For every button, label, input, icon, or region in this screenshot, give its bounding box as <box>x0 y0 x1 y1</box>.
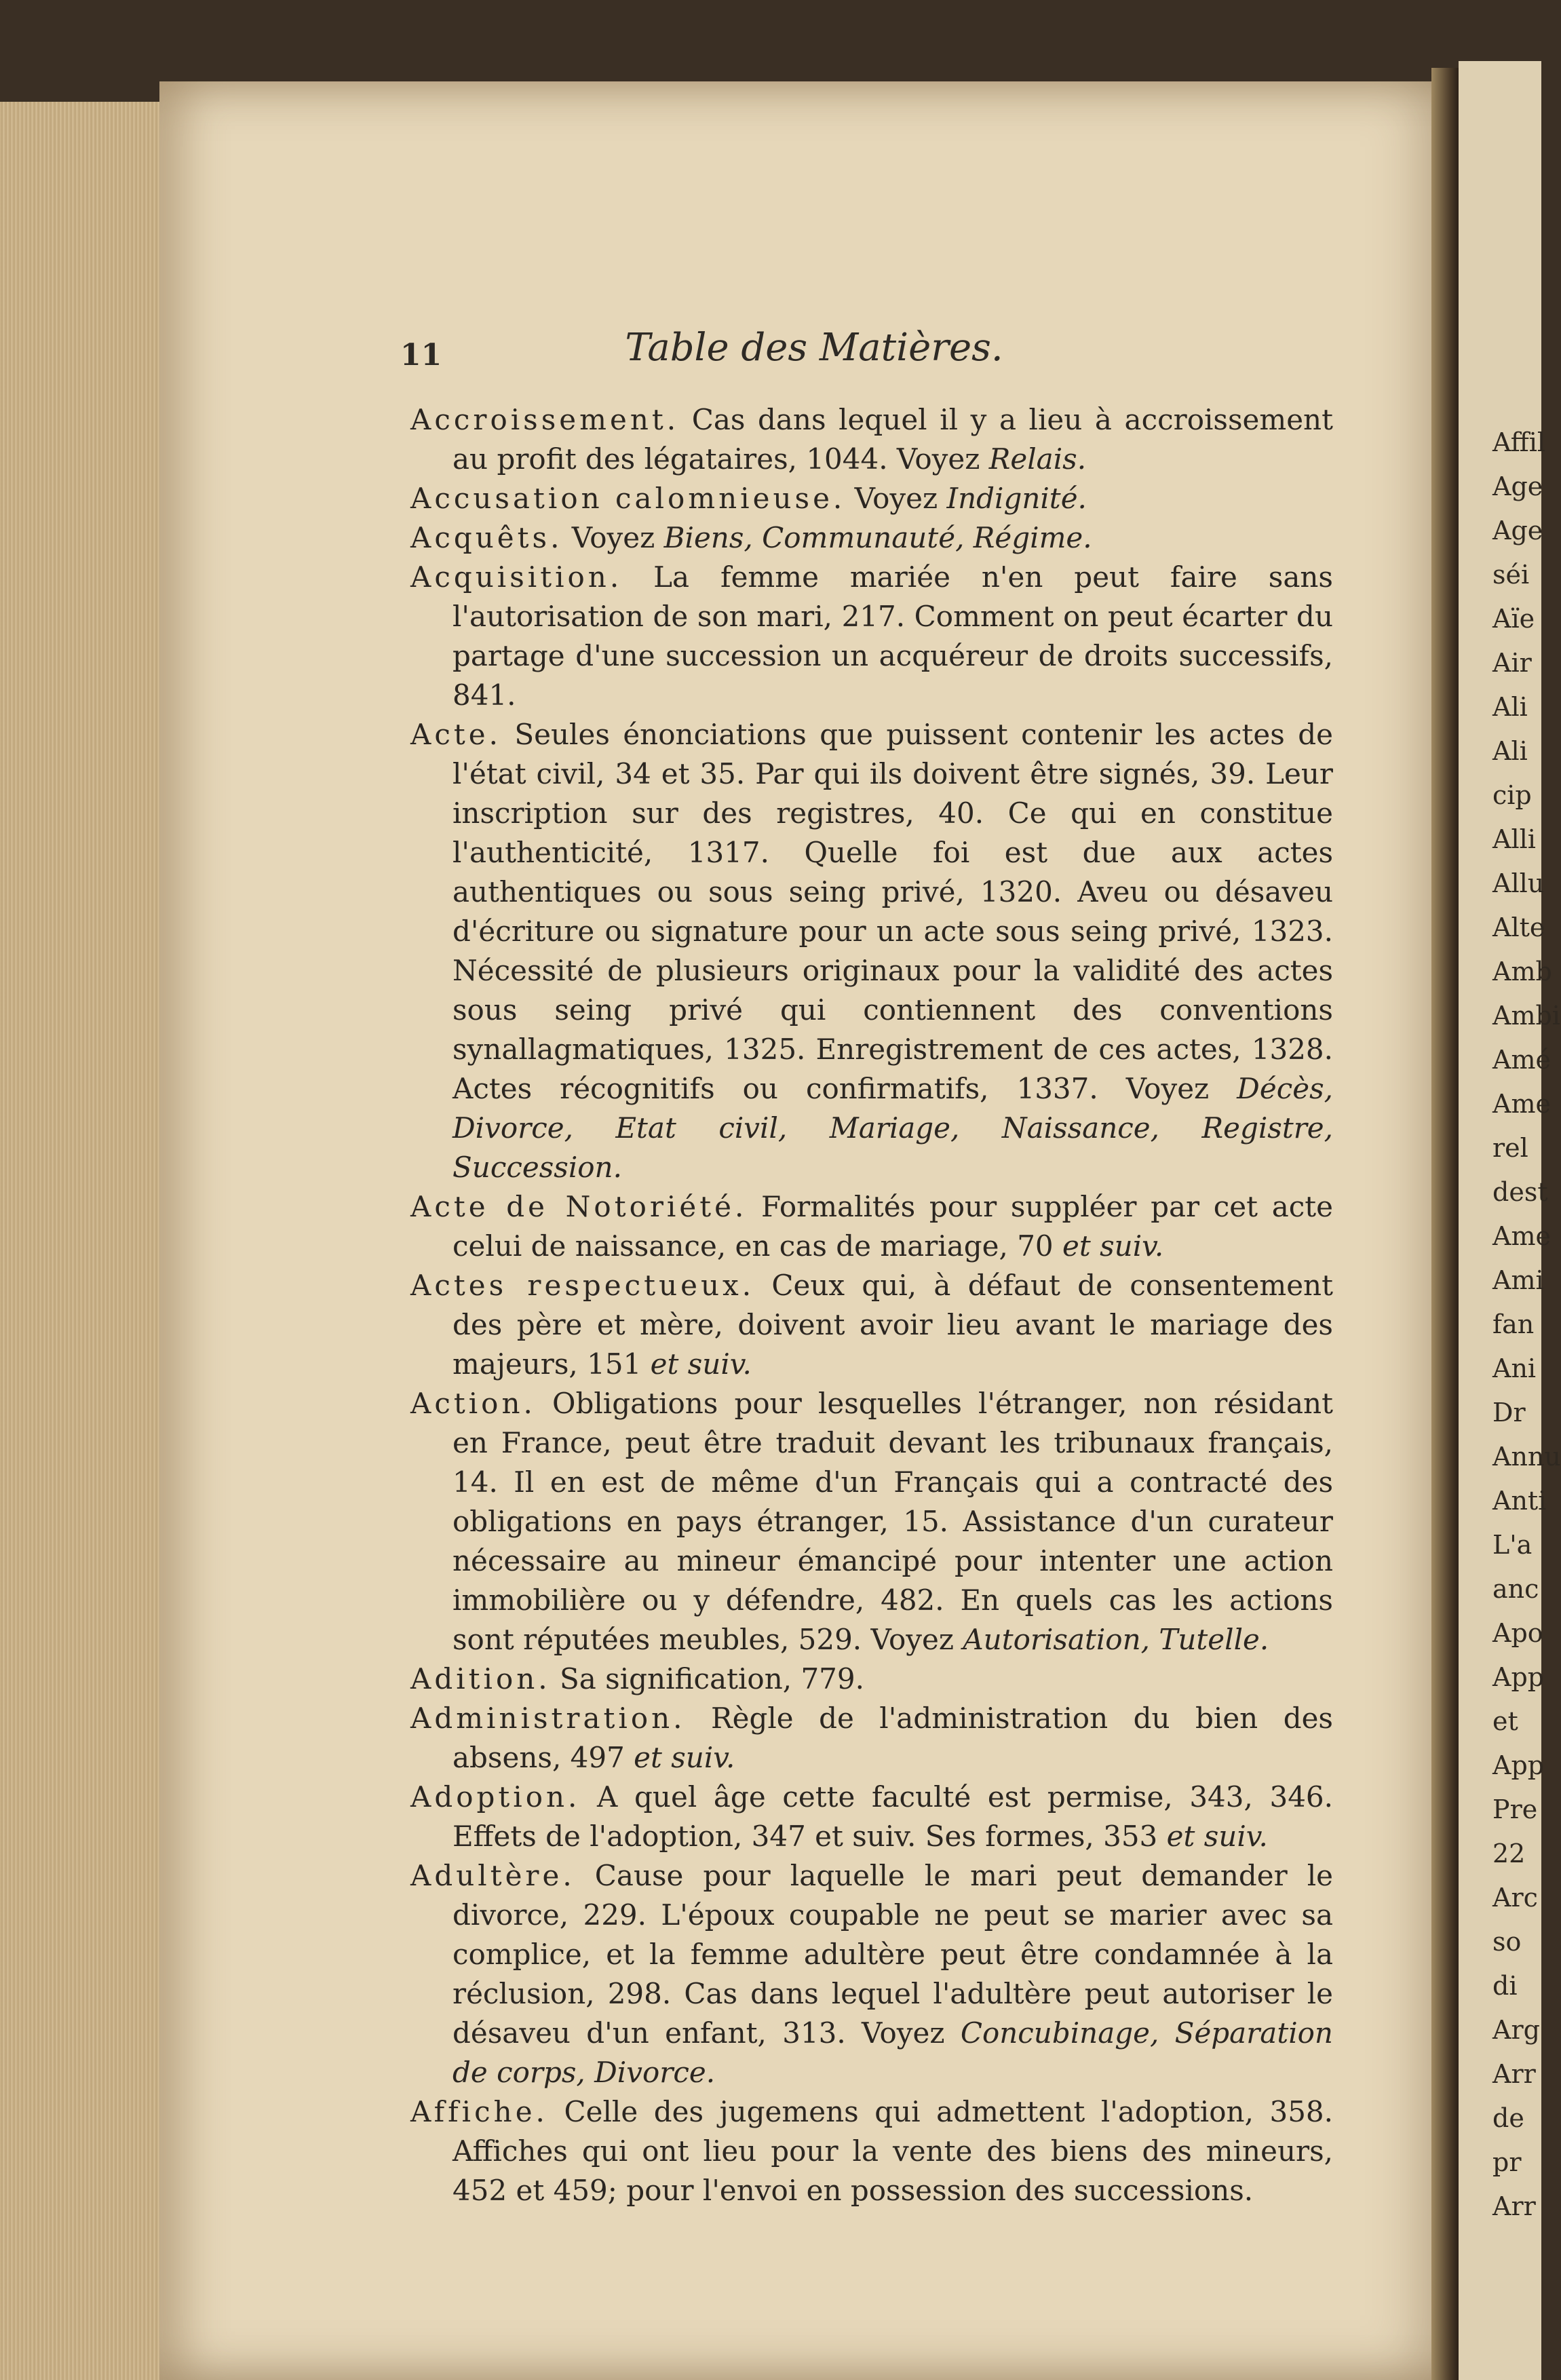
facing-page-word: Alte <box>1492 913 1545 942</box>
entry-references: Relais. <box>988 442 1087 476</box>
entry-text: Sa signification, 779. <box>560 1662 864 1695</box>
facing-page-word: Arr <box>1492 2191 1536 2221</box>
entry-references: Décès, Divorce, Etat civil, Mariage, Naissance, Registre, Succession. <box>452 1072 1333 1184</box>
index-entry <box>410 1778 1333 1856</box>
facing-page-word: Apo <box>1492 1618 1543 1648</box>
page-number: 11 <box>400 338 442 372</box>
facing-page-word: anc <box>1492 1574 1539 1604</box>
entry-text: Formalités pour suppléer par cet acte celui de naissance, en cas de mariage, 70 <box>452 1190 1333 1263</box>
entry-text: Cause pour laquelle le mari peut demander le divorce, 229. L'époux coupable ne peut se marier avec sa complice, et la femme adultère peut être condamnée à la réclusion, 298. Cas dans lequel l'adultère peut autoriser le désaveu d'un enfant, 313. Voyez <box>452 1859 1334 2050</box>
book-gutter <box>1431 68 1459 2380</box>
index-entry <box>410 479 1333 518</box>
index-entry <box>410 1384 1333 1659</box>
entry-references: Indignité. <box>946 482 1087 515</box>
facing-page-word: fan <box>1492 1309 1535 1339</box>
entry-heading: Adultère. <box>410 1859 575 1892</box>
entry-heading: Administration. <box>410 1702 686 1735</box>
entry-heading: Accusation calomnieuse. <box>410 482 846 515</box>
facing-page-word: Arr <box>1492 2059 1536 2089</box>
facing-page-word: Arc <box>1492 1883 1538 1913</box>
facing-page-word: Ame <box>1492 1089 1551 1119</box>
entry-heading: Actes respectueux. <box>410 1269 755 1302</box>
facing-page-word: Allu <box>1492 868 1545 898</box>
entry-text: La femme mariée n'en peut faire sans l'autorisation de son mari, 217. Comment on peut écarter du partage d'une succession un acquéreur de droits successifs, 841. <box>452 560 1333 712</box>
facing-page-word: Anti <box>1492 1486 1547 1516</box>
facing-page-word: Affil <box>1492 427 1546 457</box>
entry-heading: Acquisition. <box>410 560 623 594</box>
book-edge <box>0 102 163 2380</box>
facing-page-word: Pre <box>1492 1794 1538 1824</box>
entry-text: Règle de l'administration du bien des absens, 497 <box>452 1702 1333 1774</box>
facing-page-word: L'a <box>1492 1530 1533 1560</box>
index-entry <box>410 558 1333 715</box>
entry-heading: Action. <box>410 1387 536 1420</box>
facing-page-word: Alli <box>1492 824 1536 854</box>
entry-references: et suiv. <box>1062 1229 1164 1263</box>
facing-page-word: Amé <box>1492 1045 1551 1075</box>
facing-page-word: di <box>1492 1971 1518 2001</box>
entry-heading: Accroissement. <box>410 403 680 436</box>
entry-text: Voyez <box>854 482 938 515</box>
facing-page-word: 22 <box>1492 1839 1526 1868</box>
facing-page-word: App <box>1492 1750 1545 1780</box>
facing-page-word: cip <box>1492 780 1532 810</box>
index-entry <box>410 400 1333 479</box>
index-entry <box>410 2092 1333 2210</box>
entry-text: Seules énonciations que puissent contenir les actes de l'état civil, 34 et 35. Par qui ils doivent être signés, 39. Leur inscription sur des registres, 40. Ce qui en constitue l'authenticité, 1317. Quelle foi est due aux actes authentiques ou sous seing privé, 1320. Aveu ou désaveu d'écriture ou signature pour un acte sous seing privé, 1323. Nécessité de plusieurs originaux pour la validité des actes sous seing privé qui contiennent des conventions synallagmatiques, 1325. Enregistrement de ces actes, 1328. Actes récognitifs ou confirmatifs, 1337. Voyez <box>452 718 1333 1105</box>
facing-page-word: de <box>1492 2103 1524 2133</box>
entry-references: Biens, Communauté, Régime. <box>663 521 1092 554</box>
entry-heading: Acte de Notoriété. <box>410 1190 748 1223</box>
facing-page-word: Ami <box>1492 1265 1544 1295</box>
facing-page-word: Ali <box>1492 736 1528 766</box>
entry-heading: Adition. <box>410 1662 551 1695</box>
entry-references: Concubinage, Séparation de corps, Divorce. <box>452 2016 1333 2089</box>
index-entry <box>410 518 1333 558</box>
facing-page-word: Ambi <box>1492 1001 1560 1031</box>
entry-heading: Adoption. <box>410 1780 581 1813</box>
index-entry <box>410 1659 1333 1699</box>
entry-references: Autorisation, Tutelle. <box>963 1623 1269 1656</box>
facing-page-word: Air <box>1492 648 1532 678</box>
facing-page-word: rel <box>1492 1133 1528 1163</box>
facing-page-word: pr <box>1492 2147 1522 2177</box>
entry-references: et suiv. <box>650 1347 752 1381</box>
facing-page-word: Annu <box>1492 1442 1561 1472</box>
facing-page-word: Ali <box>1492 692 1528 722</box>
index-entry <box>410 1699 1333 1778</box>
entry-text: Ceux qui, à défaut de consentement des père et mère, doivent avoir lieu avant le mariage des majeurs, 151 <box>452 1269 1333 1381</box>
index-entry <box>410 715 1333 1187</box>
index-entry <box>410 1856 1333 2092</box>
facing-page-word: Aïe <box>1492 604 1535 634</box>
entry-text: Celle des jugemens qui admettent l'adoption, 358. Affiches qui ont lieu pour la vente des biens des mineurs, 452 et 459; pour l'envoi en possession des successions. <box>452 2095 1333 2207</box>
facing-page-word: so <box>1492 1927 1522 1957</box>
entry-references: et suiv. <box>1166 1820 1268 1853</box>
facing-page-word: Ani <box>1492 1354 1537 1383</box>
entry-heading: Acte. <box>410 718 501 751</box>
facing-page-fragment <box>1459 61 1561 2380</box>
entry-references: et suiv. <box>634 1741 735 1774</box>
facing-page-word: Ame <box>1492 1221 1551 1251</box>
index-entries <box>410 400 1333 2210</box>
entry-text: Cas dans lequel il y a lieu à accroissement au profit des légataires, 1044. Voyez <box>452 403 1333 476</box>
facing-page-word: Dr <box>1492 1398 1526 1427</box>
facing-page-word: séi <box>1492 560 1530 590</box>
entry-heading: Acquêts. <box>410 521 563 554</box>
facing-page-word: et <box>1492 1706 1518 1736</box>
facing-page-word: Age <box>1492 516 1543 545</box>
entry-text: A quel âge cette faculté est permise, 343, 346. Effets de l'adoption, 347 et suiv. Ses formes, 353 <box>452 1780 1334 1853</box>
index-entry <box>410 1266 1333 1384</box>
facing-page-word: App <box>1492 1662 1545 1692</box>
entry-text: Voyez <box>571 521 655 554</box>
facing-page-word: dest <box>1492 1177 1548 1207</box>
index-entry <box>410 1187 1333 1266</box>
facing-page-word: Amb <box>1492 957 1552 986</box>
facing-page-word: Age <box>1492 472 1543 501</box>
entry-heading: Affiche. <box>410 2095 548 2128</box>
facing-page-word: Arg <box>1492 2015 1540 2045</box>
running-title: Table des Matières. <box>625 326 1003 370</box>
entry-text: Obligations pour lesquelles l'étranger, non résidant en France, peut être traduit devant les tribunaux français, 14. Il en est de même d'un Français qui a contracté des obligations en pays étranger, 15. Assistance d'un curateur nécessaire au mineur émancipé pour intenter une action immobilière ou y défendre, 482. En quels cas les actions sont réputées meubles, 529. Voyez <box>452 1387 1333 1656</box>
